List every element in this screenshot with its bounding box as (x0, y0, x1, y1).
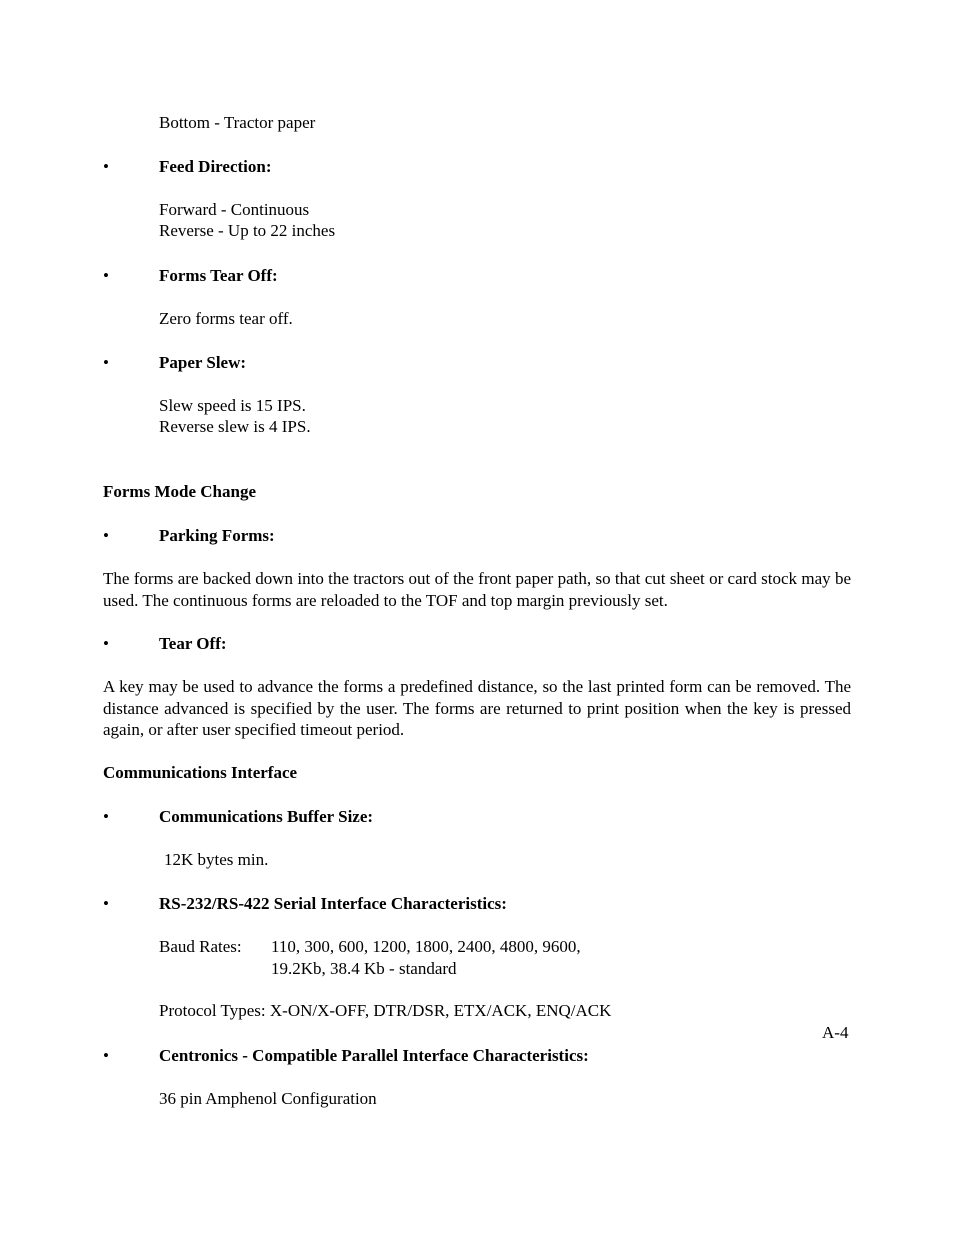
paper-slew-heading: Paper Slew: (159, 353, 247, 372)
parking-forms-paragraph: The forms are backed down into the tractors out of the front paper path, so that cut sheet or card stock may be used. The continuous forms are reloaded to the TOF and top margin previously set. (103, 569, 851, 610)
baud-rates-label: Baud Rates: (159, 937, 242, 956)
bullet-icon: • (103, 807, 109, 826)
protocol-types-text: Protocol Types: X-ON/X-OFF, DTR/DSR, ETX/ACK, ENQ/ACK (159, 1001, 612, 1020)
feed-direction-heading: Feed Direction: (159, 157, 272, 176)
forms-tear-off-heading: Forms Tear Off: (159, 266, 278, 285)
bullet-icon: • (103, 634, 109, 653)
buffer-size-text: 12K bytes min. (164, 850, 269, 869)
forms-mode-change-heading: Forms Mode Change (103, 482, 256, 501)
tear-off-heading: Tear Off: (159, 634, 227, 653)
page-number: A-4 (822, 1023, 849, 1042)
forms-tear-off-text: Zero forms tear off. (159, 309, 293, 328)
feed-forward-text: Forward - Continuous (159, 200, 310, 219)
parking-forms-heading: Parking Forms: (159, 526, 275, 545)
bullet-icon: • (103, 1046, 109, 1065)
baud-rates-line-1: 110, 300, 600, 1200, 1800, 2400, 4800, 9600, (271, 937, 581, 956)
communications-interface-heading: Communications Interface (103, 763, 298, 782)
bullet-icon: • (103, 157, 109, 176)
tear-off-paragraph: A key may be used to advance the forms a predefined distance, so the last printed form can be removed. The distance advanced is specified by the user. The forms are returned to print position when the key is pressed again, or after user specified timeout period. (103, 677, 851, 739)
amphenol-config-text: 36 pin Amphenol Configuration (159, 1089, 377, 1108)
serial-interface-heading: RS-232/RS-422 Serial Interface Characteristics: (159, 894, 507, 913)
bullet-icon: • (103, 266, 109, 285)
tractor-paper-text: Bottom - Tractor paper (159, 113, 316, 132)
reverse-slew-text: Reverse slew is 4 IPS. (159, 417, 311, 436)
parallel-interface-heading: Centronics - Compatible Parallel Interface Characteristics: (159, 1046, 589, 1065)
baud-rates-line-2: 19.2Kb, 38.4 Kb - standard (271, 959, 457, 978)
bullet-icon: • (103, 353, 109, 372)
bullet-icon: • (103, 526, 109, 545)
feed-reverse-text: Reverse - Up to 22 inches (159, 221, 336, 240)
bullet-icon: • (103, 894, 109, 913)
buffer-size-heading: Communications Buffer Size: (159, 807, 374, 826)
slew-speed-text: Slew speed is 15 IPS. (159, 396, 306, 415)
